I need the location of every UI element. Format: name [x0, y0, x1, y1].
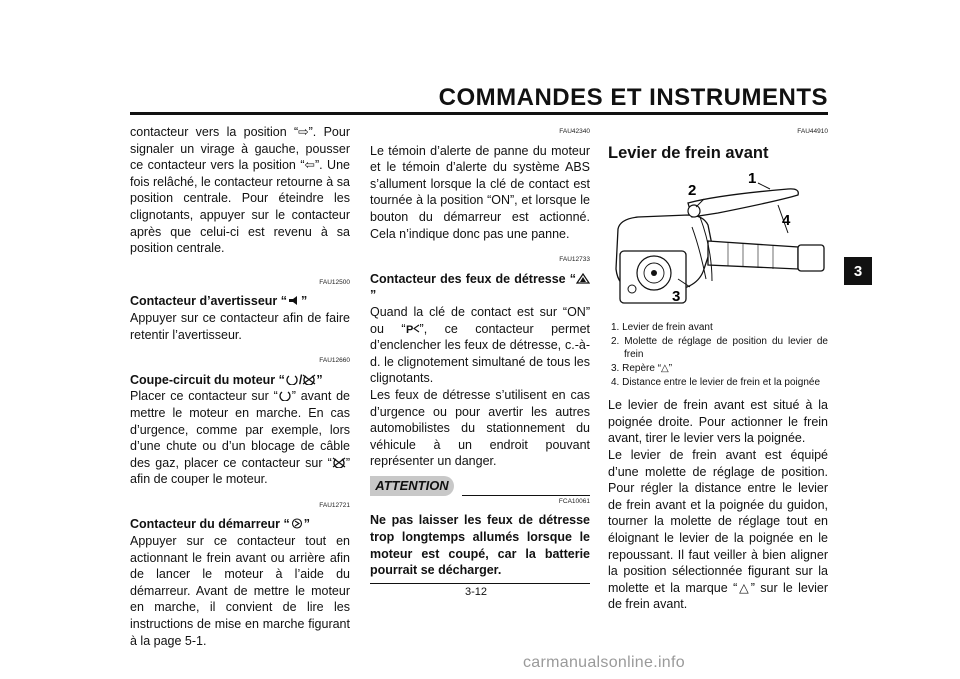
- figure-label-3: 3: [672, 288, 681, 306]
- reference-code: FAU44910: [797, 128, 828, 135]
- heading-engine-stop: Coupe-circuit du moteur “ / ”: [130, 372, 323, 387]
- footer-watermark[interactable]: carmanualsonline.info: [523, 654, 685, 671]
- attention-rule: [462, 495, 590, 496]
- caption-item: 1. Levier de frein avant: [611, 322, 713, 334]
- paragraph-engine-stop: Placer ce contacteur sur “ ” avant de mettre le moteur en marche. En cas d’urgence, comme par exemple, lors d’une chute ou d’un blocage de câble des gaz, placer ce contacteur sur “ ” afin de couper le moteur.: [130, 389, 351, 487]
- paragraph-horn: Appuyer sur ce contacteur afin de faire retentir l’avertisseur.: [130, 310, 350, 342]
- heading-hazard: Contacteur des feux de détresse “”: [370, 271, 590, 304]
- paragraph-warning-lights: Le témoin d’alerte de panne du moteur et le témoin d’alerte du système ABS s’allument lorsque la clé de contact est tournée à la position “ON”, et lorsque le bouton du démarreur est actionné. Cela n’indique donc pas une panne.: [370, 143, 590, 241]
- reference-code: FAU42340: [559, 128, 590, 135]
- reference-code: FAU12733: [559, 256, 590, 264]
- engine-stop-icon: [332, 457, 346, 468]
- section-title: Levier de frein avant: [608, 143, 769, 162]
- paragraph-hazard-1: Quand la clé de contact est sur “ON” ou “ P ”, ce contacteur permet d’enclencher les feux de détresse, c.-à-d. le clignotement simultané de tous les clignotants.: [370, 304, 591, 386]
- paragraph-brake-2: Le levier de frein avant est équipé d’une molette de réglage de position. Pour régler la distance entre le levier de frein avant et la poignée du guidon, tourner la molette de réglage tout en éloignant le levier de la poignée en le repoussant. Il faut veiller à bien aligner la position sélectionnée figurant sur la molette et la marque “△” sur le levier de frein avant.: [608, 447, 828, 612]
- column-middle: [370, 124, 590, 584]
- reference-code: FAU12500: [319, 278, 350, 286]
- reference-code: FAU12660: [319, 357, 350, 365]
- caption-item: 2. Molette de réglage de position du levier de frein: [611, 336, 828, 361]
- attention-text: Ne pas laisser les feux de détresse trop longtemps allumés lorsque le moteur est coupé, car la batterie pourrait se décharger.: [370, 513, 590, 578]
- paragraph-turn-signal: contacteur vers la position “⇨”. Pour signaler un virage à gauche, pousser ce contacteur vers la position “⇦”. Une fois relâché, le contacteur retourne à sa position centrale. Pour éteindre les clignotants, appuyer sur le contacteur après que celui-ci est revenu à sa position centrale.: [130, 125, 350, 256]
- page-number: 3-12: [465, 586, 488, 598]
- figure-label-4: 4: [782, 212, 791, 230]
- attention-badge: ATTENTION: [370, 476, 454, 496]
- reference-code: FAU12721: [319, 501, 350, 509]
- brake-lever-illustration: [608, 169, 828, 313]
- column-right: [608, 124, 828, 613]
- heading-horn: Contacteur d’avertisseur “ ”: [130, 294, 308, 309]
- horn-icon: [287, 295, 301, 306]
- header-rule: [130, 112, 828, 115]
- page-header-title: COMMANDES ET INSTRUMENTS: [438, 84, 828, 111]
- caption-item: 4. Distance entre le levier de frein et la poignée: [611, 377, 821, 389]
- svg-text:P: P: [405, 323, 413, 334]
- heading-starter: Contacteur du démarreur “ ”: [130, 517, 311, 532]
- column-left: [130, 124, 350, 649]
- hazard-icon: [576, 273, 590, 284]
- chapter-tab[interactable]: 3: [844, 257, 872, 285]
- paragraph-brake-1: Le levier de frein avant est situé à la poignée droite. Pour actionner le frein avant, tirer le levier vers la poignée.: [608, 398, 828, 446]
- parking-icon: [406, 323, 420, 334]
- engine-run-icon: [285, 374, 299, 385]
- attention-banner: [370, 476, 590, 498]
- reference-code: FCA10061: [558, 497, 590, 505]
- figure-captions: [608, 321, 828, 389]
- engine-run-icon: [278, 390, 292, 401]
- engine-stop-icon: [302, 374, 316, 385]
- figure-label-2: 2: [688, 182, 697, 200]
- caption-item: 3. Repère “△”: [611, 363, 673, 375]
- paragraph-hazard-2: Les feux de détresse s’utilisent en cas d’urgence ou pour avertir les autres automobilistes du stationnement du véhicule à un endroit pouvant représenter un danger.: [370, 387, 590, 469]
- start-icon: [290, 518, 304, 529]
- attention-bottom-rule: [370, 583, 590, 584]
- figure-label-1: 1: [748, 170, 757, 188]
- paragraph-starter: Appuyer sur ce contacteur tout en actionnant le frein avant ou arrière afin de lancer le moteur à l’aide du démarreur. Avant de mettre le moteur en marche, il convient de lire les instructions de mise en marche figurant à la page 5-1.: [130, 534, 350, 648]
